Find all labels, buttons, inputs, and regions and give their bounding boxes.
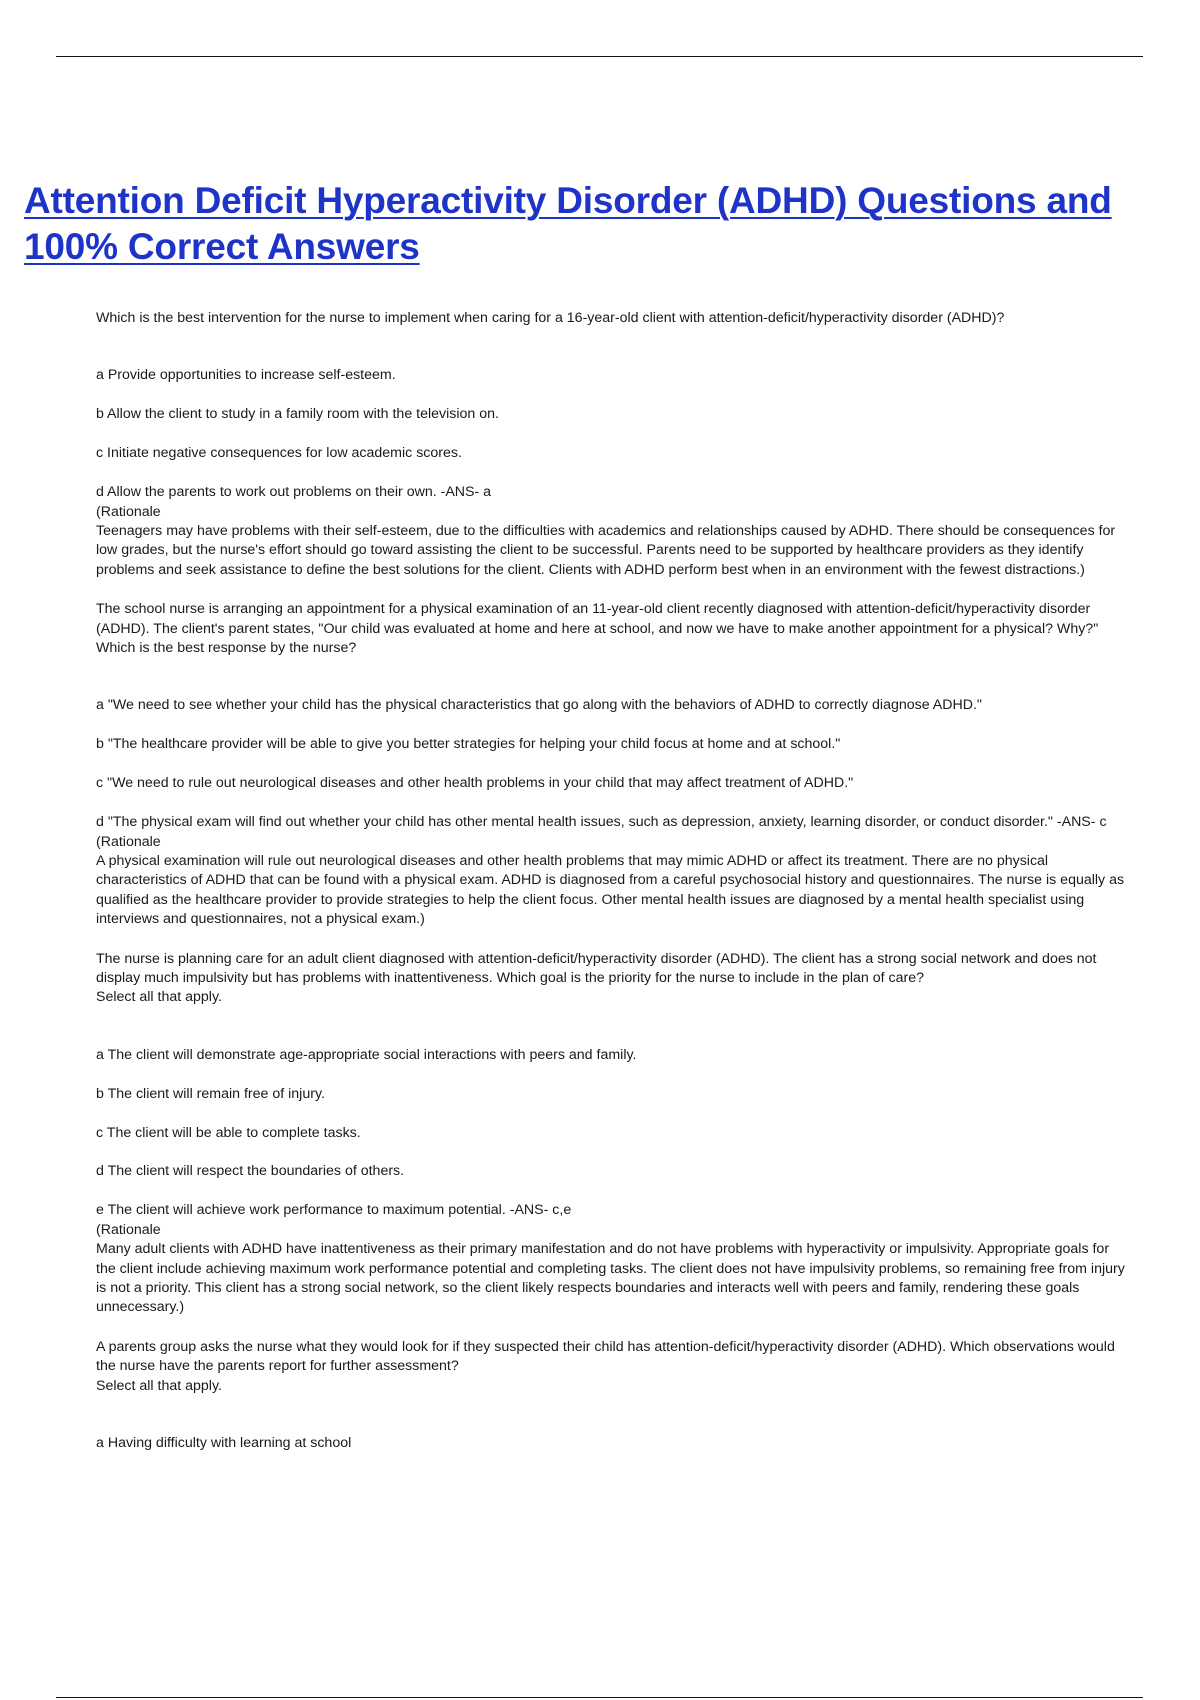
question-2-option-a: a "We need to see whether your child has the physical characteristics that go along with the behaviors of ADHD to correctly diagnose ADHD." xyxy=(96,697,982,714)
document-body xyxy=(96,309,1126,1453)
question-1-option-c: c Initiate negative consequences for low academic scores. xyxy=(96,445,462,462)
question-2-option-d-answer: d "The physical exam will find out whether your child has other mental health issues, such as depression, anxiety, learning disorder, or conduct disorder." -ANS- c (Rationale A physical examination will rule out neurological diseases and other health problems that may mimic ADHD or affect its treatment. There are no physical characteristics of ADHD that can be found with a physical exam. ADHD is diagnosed from a careful psychosocial history and questionnaires. The nurse is equally as qualified as the healthcare provider to provide strategies to help the client focus. Other mental health issues are diagnosed by a mental health specialist using interviews and questionnaires, not a physical exam.) xyxy=(96,814,1125,928)
question-1-option-b: b Allow the client to study in a family room with the television on. xyxy=(96,406,499,423)
question-2-option-c: c "We need to rule out neurological diseases and other health problems in your child that may affect treatment of ADHD." xyxy=(96,775,854,792)
question-3-option-a: a The client will demonstrate age-appropriate social interactions with peers and family. xyxy=(96,1046,637,1063)
document-title: Attention Deficit Hyperactivity Disorder (ADHD) Questions and 100% Correct Answers xyxy=(24,180,1112,267)
question-4-stem: A parents group asks the nurse what they would look for if they suspected their child has attention-deficit/hyperactivity disorder (ADHD). Which observations would the nurse have the parents report for further assessment? Select all that apply. xyxy=(96,1338,1115,1394)
question-3-stem: The nurse is planning care for an adult client diagnosed with attention-deficit/hyperactivity disorder (ADHD). The client has a strong social network and does not display much impulsivity but has problems with inattentiveness. Which goal is the priority for the nurse to include in the plan of care? Select all that apply. xyxy=(96,950,1097,1006)
question-3-option-e-answer: e The client will achieve work performance to maximum potential. -ANS- c,e (Rationale Many adult clients with ADHD have inattentiveness as their primary manifestation and do not have problems with hyperactivity or impulsivity. Appropriate goals for the client include achieving maximum work performance potential and completing tasks. The client does not have impulsivity problems, so remaining free from injury is not a priority. This client has a strong social network, so the client likely respects boundaries and interacts well with peers and family, rendering these goals unnecessary.) xyxy=(96,1202,1125,1316)
question-1-option-a: a Provide opportunities to increase self-esteem. xyxy=(96,367,396,384)
question-2-stem: The school nurse is arranging an appointment for a physical examination of an 11-year-old client recently diagnosed with attention-deficit/hyperactivity disorder (ADHD). The client's parent states, "Our child was evaluated at home and here at school, and now we have to make another appointment for a physical? Why?" Which is the best response by the nurse? xyxy=(96,601,1099,656)
header-rule xyxy=(56,56,1143,57)
question-3-option-c: c The client will be able to complete tasks. xyxy=(96,1124,361,1141)
question-3-option-d: d The client will respect the boundaries of others. xyxy=(96,1163,405,1180)
question-2-option-b: b "The healthcare provider will be able to give you better strategies for helping your child focus at home and at school." xyxy=(96,736,841,753)
question-1-stem: Which is the best intervention for the nurse to implement when caring for a 16-year-old client with attention-deficit/hyperactivity disorder (ADHD)? xyxy=(96,310,1005,326)
footer-rule xyxy=(56,1697,1143,1698)
question-4-option-a: a Having difficulty with learning at school xyxy=(96,1435,352,1452)
question-3-option-b: b The client will remain free of injury. xyxy=(96,1085,325,1102)
question-1-option-d-answer: d Allow the parents to work out problems on their own. -ANS- a (Rationale Teenagers may have problems with their self-esteem, due to the difficulties with academics and relationships caused by ADHD. There should be consequences for low grades, but the nurse's effort should go toward assisting the client to be successful. Parents need to be supported by healthcare providers as they identify problems and seek assistance to define the best solutions for the client. Clients with ADHD perform best when in an environment with the fewest distractions.) xyxy=(96,484,1116,578)
